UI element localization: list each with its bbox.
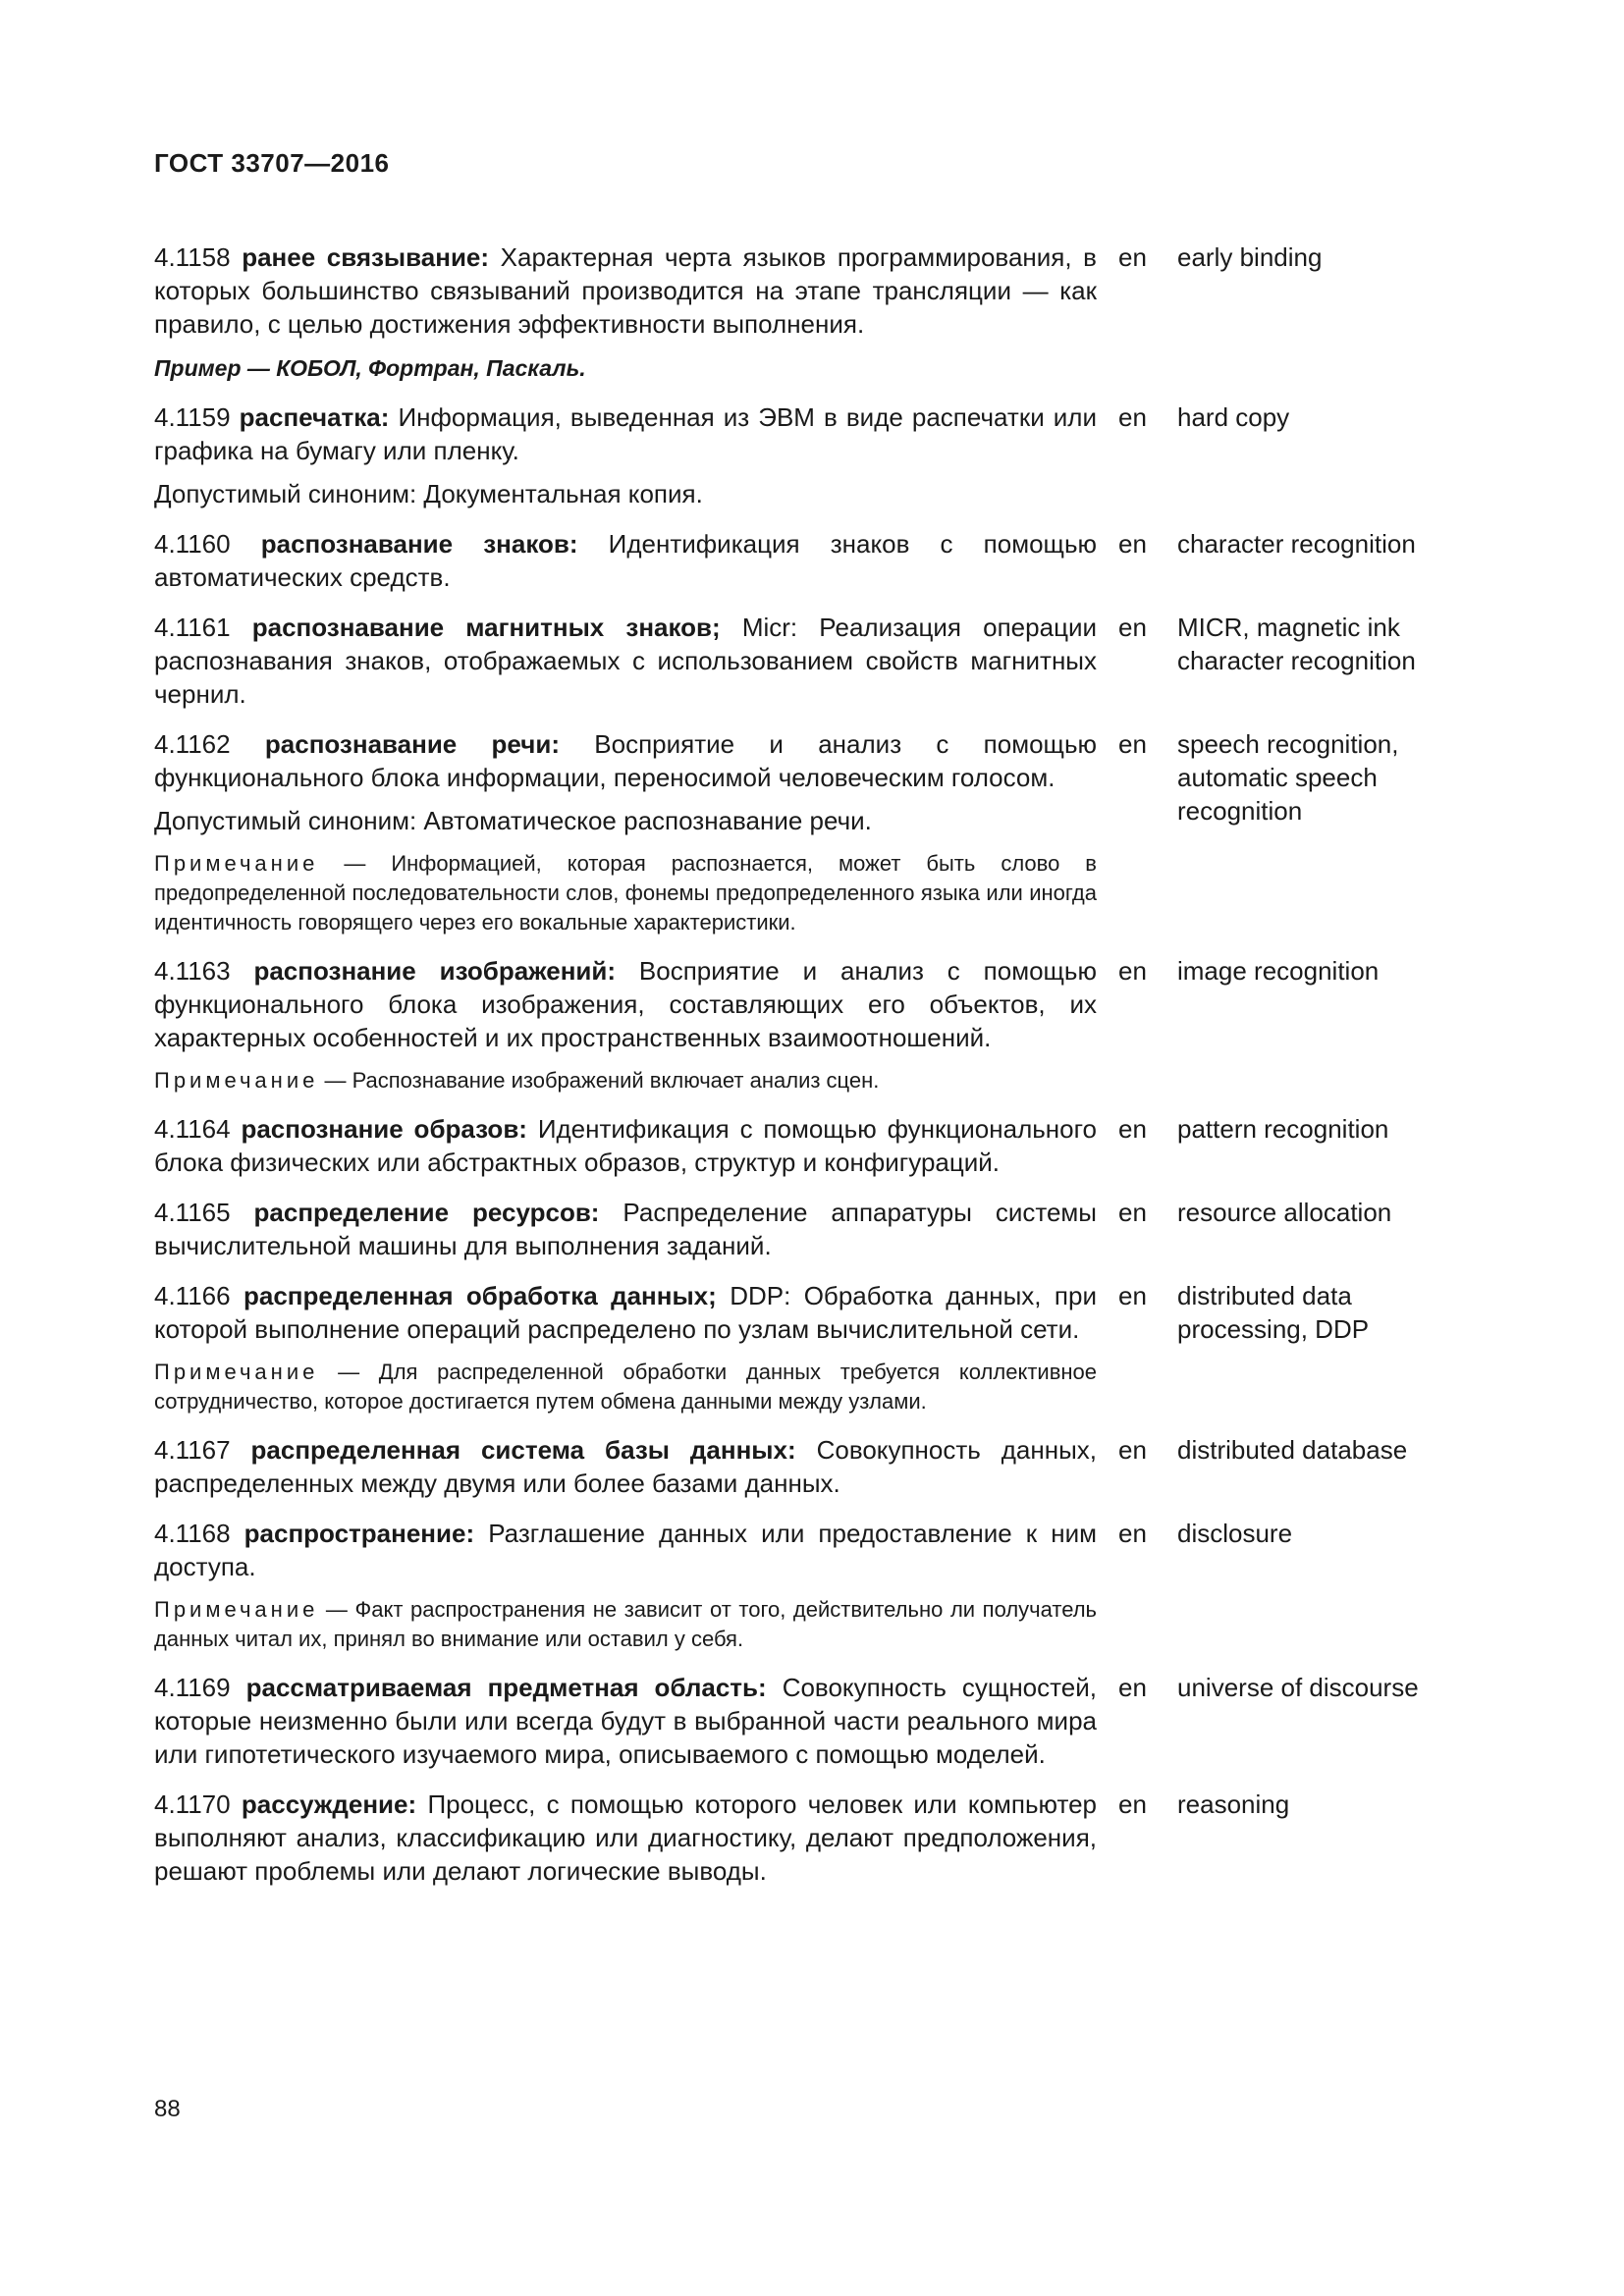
definition-text: Восприятие и анализ с помощью функционального блока информации, переносимой человеческим голосом. <box>154 729 1097 792</box>
language-code: en <box>1118 613 1147 642</box>
definition <box>154 1517 1097 1583</box>
definition-text: DDP: Обработка данных, при которой выполнение операций распределено по узлам вычислительной сети. <box>154 1281 1097 1344</box>
term-entry <box>154 727 1470 937</box>
term-number: 4.1169 <box>154 1673 231 1702</box>
term-number: 4.1165 <box>154 1198 231 1227</box>
definition-text: Разглашение данных или предоставление к ним доступа. <box>154 1519 1097 1581</box>
note-label: Примечание <box>154 1360 319 1384</box>
language-code: en <box>1118 956 1147 986</box>
english-equivalent: hard copy <box>1177 402 1290 432</box>
english-equivalent: early binding <box>1177 242 1323 272</box>
note-label: Примечание <box>154 1068 319 1093</box>
english-equivalent: speech recognition, automatic speech recognition <box>1177 729 1399 826</box>
term: распределенная обработка данных; <box>244 1281 717 1310</box>
definition-text: Идентификация с помощью функционального блока физических или абстрактных образов, структур и конфигураций. <box>154 1114 1097 1177</box>
term-number: 4.1170 <box>154 1789 231 1819</box>
note-label: Примечание <box>154 1597 319 1622</box>
term-entry <box>154 240 1470 384</box>
term: распространение: <box>244 1519 475 1548</box>
term-entry <box>154 1279 1470 1416</box>
definition-text: Совокупность сущностей, которые неизменно были или всегда будут в выбранной части реального мира или гипотетического изучаемого мира, описываемого с помощью моделей. <box>154 1673 1097 1769</box>
term-number: 4.1168 <box>154 1519 231 1548</box>
term-number: 4.1164 <box>154 1114 231 1144</box>
term-number: 4.1167 <box>154 1435 231 1465</box>
english-equivalent: image recognition <box>1177 956 1380 986</box>
language-code: en <box>1118 242 1147 272</box>
term-entry <box>154 1433 1470 1500</box>
english-equivalent: pattern recognition <box>1177 1114 1389 1144</box>
note-label: Примечание <box>154 851 319 876</box>
english-equivalent: universe of discourse <box>1177 1673 1419 1702</box>
definition <box>154 1196 1097 1262</box>
language-code: en <box>1118 1281 1147 1310</box>
note <box>154 1358 1097 1416</box>
language-code: en <box>1118 1673 1147 1702</box>
language-code: en <box>1118 1435 1147 1465</box>
definition-text: Информация, выведенная из ЭВМ в виде распечатки или графика на бумагу или пленку. <box>154 402 1097 465</box>
definition-text: Micr: Реализация операции распознавания знаков, отображаемых с использованием свойств магнитных чернил. <box>154 613 1098 709</box>
definition <box>154 400 1097 467</box>
definition <box>154 611 1097 711</box>
term-entry <box>154 527 1470 594</box>
term: распознание изображений: <box>253 956 617 986</box>
page-header: ГОСТ 33707—2016 <box>154 148 390 178</box>
term-number: 4.1158 <box>154 242 231 272</box>
language-code: en <box>1118 529 1147 559</box>
definition-text: Процесс, с помощью которого человек или компьютер выполняют анализ, классификацию или диагностику, делают предположения, решают проблемы или делают логические выводы. <box>154 1789 1097 1886</box>
synonym: Допустимый синоним: Документальная копия. <box>154 479 703 508</box>
note <box>154 1595 1097 1654</box>
term: распределение ресурсов: <box>253 1198 600 1227</box>
language-code: en <box>1118 729 1147 759</box>
example: Пример — КОБОЛ, Фортран, Паскаль. <box>154 355 586 381</box>
definition-text: Распределение аппаратуры системы вычислительной машины для выполнения заданий. <box>154 1198 1097 1260</box>
term: рассматриваемая предметная область: <box>245 1673 767 1702</box>
definition-text: Характерная черта языков программирования, в которых большинство связываний производится на этапе трансляции — как правило, с целью достижения эффективности выполнения. <box>154 242 1097 339</box>
term: рассуждение: <box>241 1789 417 1819</box>
english-equivalent: distributed data processing, DDP <box>1177 1281 1370 1344</box>
english-equivalent: disclosure <box>1177 1519 1293 1548</box>
term-number: 4.1160 <box>154 529 231 559</box>
synonym: Допустимый синоним: Автоматическое распознавание речи. <box>154 806 872 835</box>
term: распределенная система базы данных: <box>250 1435 796 1465</box>
term-number: 4.1159 <box>154 402 231 432</box>
term-entry <box>154 1517 1470 1654</box>
definition <box>154 954 1097 1054</box>
note-text: — Распознавание изображений включает анализ сцен. <box>318 1068 880 1093</box>
language-code: en <box>1118 1519 1147 1548</box>
definition <box>154 527 1097 594</box>
english-equivalent: resource allocation <box>1177 1198 1392 1227</box>
note-text: — Для распределенной обработки данных требуется коллективное сотрудничество, которое достигается путем обмена данными между узлами. <box>154 1360 1097 1414</box>
definition-text: Совокупность данных, распределенных между двумя или более базами данных. <box>154 1435 1098 1498</box>
term-number: 4.1166 <box>154 1281 231 1310</box>
definition <box>154 240 1097 341</box>
term: ранее связывание: <box>242 242 490 272</box>
definition <box>154 1788 1097 1888</box>
english-equivalent: MICR, magnetic ink character recognition <box>1177 613 1416 675</box>
definition <box>154 1279 1097 1346</box>
term-number: 4.1163 <box>154 956 231 986</box>
definition <box>154 1433 1097 1500</box>
term-entry <box>154 1196 1470 1262</box>
definition <box>154 727 1097 794</box>
term: распечатка: <box>239 402 390 432</box>
term-list <box>154 240 1470 1904</box>
term-entry <box>154 400 1470 510</box>
language-code: en <box>1118 402 1147 432</box>
term: распознавание знаков: <box>260 529 578 559</box>
note <box>154 849 1097 937</box>
language-code: en <box>1118 1114 1147 1144</box>
term-entry <box>154 954 1470 1095</box>
term: распознавание магнитных знаков; <box>251 613 721 642</box>
term-number: 4.1161 <box>154 613 231 642</box>
definition-text: Идентификация знаков с помощью автоматических средств. <box>154 529 1097 592</box>
definition-text: Восприятие и анализ с помощью функционального блока изображения, составляющих его объектов, их характерных особенностей и их пространственных взаимоотношений. <box>154 956 1097 1052</box>
term-entry <box>154 611 1470 711</box>
term-entry <box>154 1671 1470 1771</box>
term-entry <box>154 1112 1470 1179</box>
english-equivalent: distributed database <box>1177 1435 1408 1465</box>
definition <box>154 1112 1097 1179</box>
language-code: en <box>1118 1789 1147 1819</box>
note <box>154 1066 1097 1095</box>
language-code: en <box>1118 1198 1147 1227</box>
note-text: — Информацией, которая распознается, может быть слово в предопределенной последовательности слов, фонемы предопределенного языка или иногда идентичность говорящего через его вокальные характеристики. <box>154 851 1097 934</box>
english-equivalent: reasoning <box>1177 1789 1290 1819</box>
term: распознавание речи: <box>264 729 560 759</box>
term-entry <box>154 1788 1470 1888</box>
english-equivalent: character recognition <box>1177 529 1416 559</box>
term-number: 4.1162 <box>154 729 231 759</box>
page-number: 88 <box>154 2096 181 2122</box>
note-text: — Факт распространения не зависит от того, действительно ли получатель данных читал их, принял во внимание или оставил у себя. <box>154 1597 1097 1651</box>
definition <box>154 1671 1097 1771</box>
term: распознание образов: <box>241 1114 527 1144</box>
